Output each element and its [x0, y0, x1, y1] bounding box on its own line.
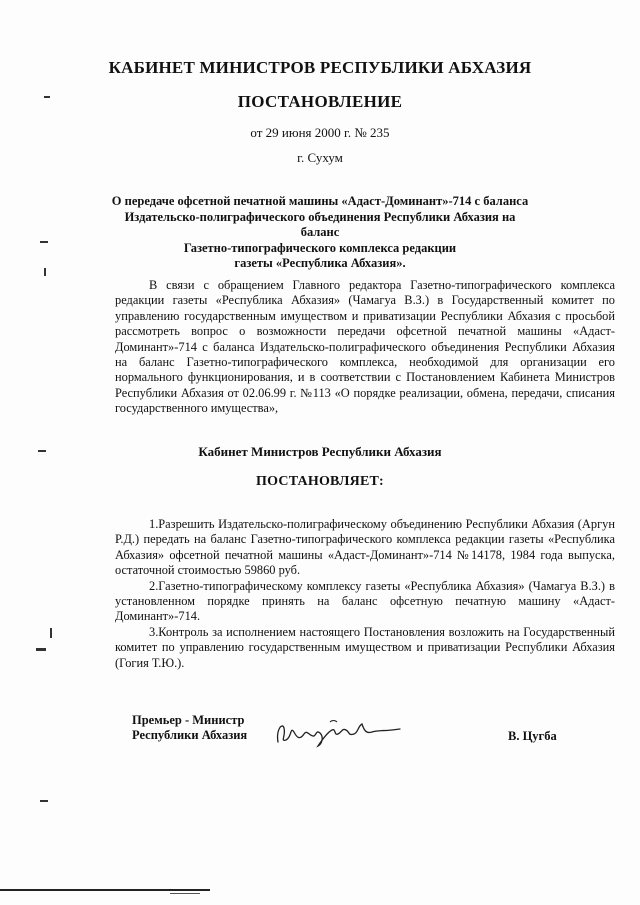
issuer-heading: КАБИНЕТ МИНИСТРОВ РЕСПУБЛИКИ АБХАЗИЯ	[108, 58, 532, 77]
date-number-line: от 29 июня 2000 г. № 235	[250, 125, 390, 140]
resolving-verb: ПОСТАНОВЛЯЕТ:	[256, 474, 384, 489]
resolution-item: 3.Контроль за исполнением настоящего Постановления возложить на Государственный комитет по управлению государственным имуществом и приватизации Республики Абхазия (Гогия Т.Ю.).	[115, 624, 615, 670]
resolution-item: 2.Газетно-типографическому комплексу газеты «Республика Абхазия» (Чамагуа В.З.) в установленном порядке принять на баланс офсетную печатную машину «Адаст-Доминант»-714.	[115, 578, 615, 624]
subject-line: Издательско-полиграфического объединения Республики Абхазия на баланс	[124, 209, 516, 239]
preamble-paragraph: В связи с обращением Главного редактора Газетно-типографического комплекса редакции газеты «Республика Абхазия» (Чамагуа В.З.) в Государственный комитет по управлению государственным имуществом и приватизации Республики Абхазия с просьбой рассмотреть вопрос о возможности передачи офсетной печатной машины «Адаст-Доминант»-714 с баланса Издательско-полиграфического объединения Республики Абхазия на баланс Газетно-типографического комплекса, необходимой для организации его нормального функционирования, и в соответствии с Постановлением Кабинета Министров Республики Абхазия от 02.06.99 г. №113 «О порядке реализации, обмена, передачи, списания государственного имущества»,	[115, 278, 615, 416]
subject-line: газеты «Республика Абхазия».	[234, 256, 406, 270]
subject-line: О передаче офсетной печатной машины «Адаст-Доминант»-714 с баланса	[111, 194, 529, 208]
subject-block	[110, 194, 530, 272]
document-type-heading: ПОСТАНОВЛЕНИЕ	[237, 92, 403, 111]
scan-edge-line	[0, 889, 210, 891]
resolution-item: 1.Разрешить Издательско-полиграфическому объединению Республики Абхазия (Аргун Р.Д.) передать на баланс Газетно-типографического комплекса редакции газеты «Республика Абхазия» офсетной печатной машины «Адаст-Доминант»-714 №14178, 1984 года выпуска, остаточной стоимостью 59860 руб.	[115, 517, 615, 578]
scan-mark	[38, 450, 46, 452]
scan-mark	[36, 648, 46, 651]
scan-mark	[170, 893, 200, 894]
signatory-title	[132, 713, 247, 743]
handwritten-signature	[272, 712, 407, 750]
signatory-title-line: Республики Абхазия	[132, 728, 248, 742]
scan-mark	[50, 628, 52, 638]
scan-mark	[44, 96, 50, 98]
scan-mark	[40, 241, 48, 243]
signatory-name: В. Цугба	[508, 729, 557, 743]
resolution-items	[115, 517, 615, 671]
city-line: г. Сухум	[297, 150, 343, 165]
subject-line: Газетно-типографического комплекса редакции	[183, 240, 457, 255]
resolving-body: Кабинет Министров Республики Абхазия	[198, 444, 442, 459]
scan-mark	[44, 268, 46, 276]
signatory-title-line: Премьер - Министр	[132, 713, 245, 727]
scan-mark	[40, 800, 48, 802]
